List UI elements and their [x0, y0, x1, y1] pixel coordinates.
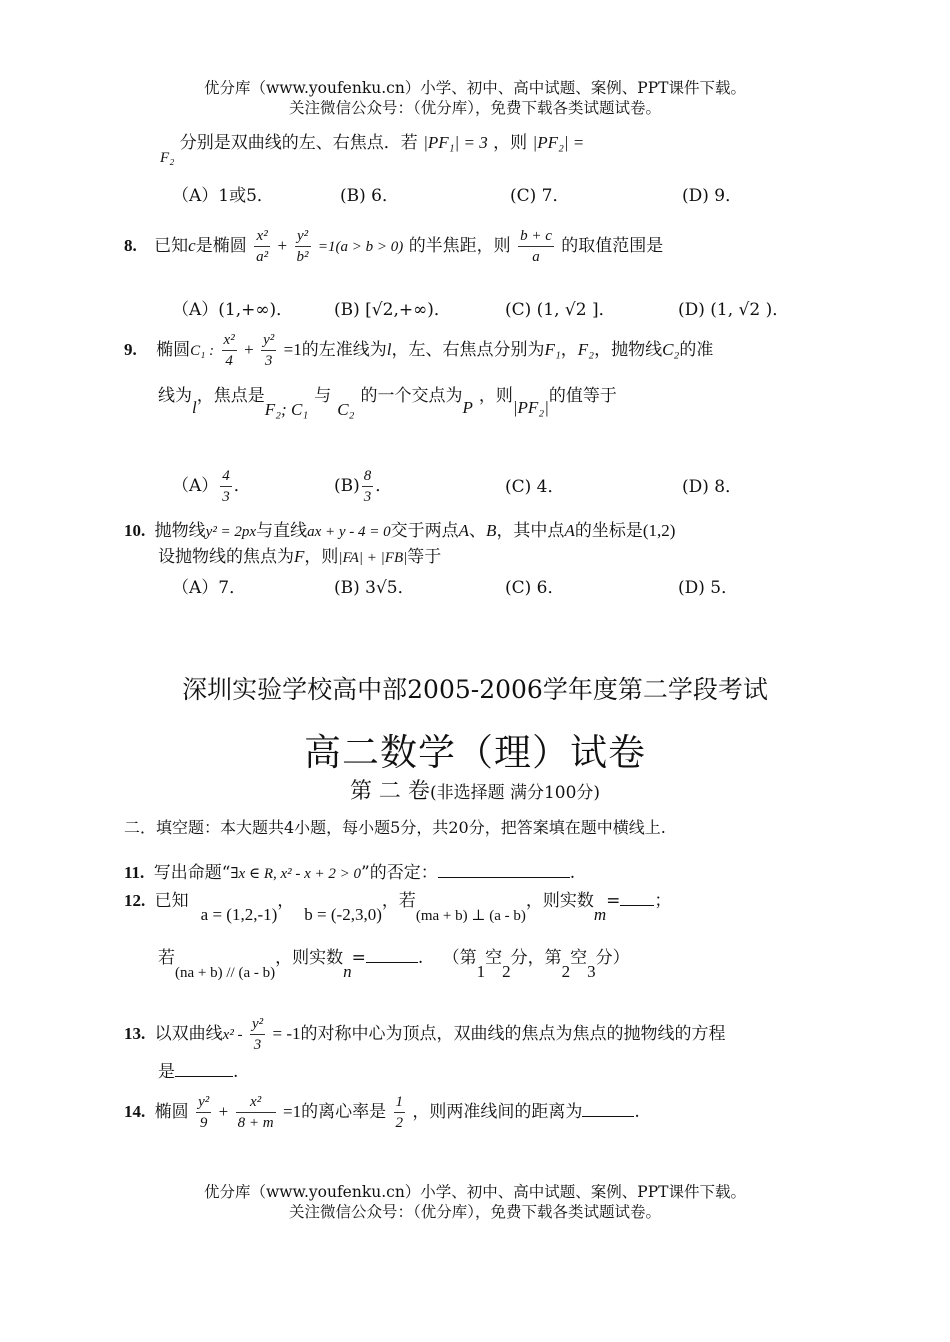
q8-option-d: (D) (1, √2 )． [678, 300, 790, 320]
header-line-2: 关注微信公众号：（优分库），免费下载各类试题试卷。 [288, 99, 661, 117]
q9-option-b: (B) $\frac{8}{3}$ ． [334, 468, 393, 505]
q10-option-c: (C) 6． [505, 578, 565, 598]
q7-option-c: (C) 7． [510, 186, 570, 206]
q9-stem-line-1: 9. 椭圆C₁ : $\frac{\text{x²}}{4}$ + $\frac{\text{y²}}{3}$ =1的左准线为l，左、右焦点分别为F₁，F₂，抛物线C₂的准 [124, 332, 714, 369]
q9-option-a: （A） $\frac{4}{3}$ ． [172, 468, 251, 505]
q12-line-2: 若(na + b) // (a - b)，则实数n= . （第1空2分，第2空3分） [158, 948, 630, 981]
q7-continuation: F₂ 分别是双曲线的左、右焦点．若 |PF₁| = 3 ，则 |PF₂| = [160, 133, 585, 166]
q10-option-b: (B) 3√5． [334, 578, 415, 598]
q9-option-c: (C) 4． [505, 477, 565, 497]
q10-option-d: (D) 5． [678, 578, 739, 598]
q7-option-b: (B) 6． [340, 186, 399, 206]
footer-line-2: 关注微信公众号：（优分库），免费下载各类试题试卷。 [288, 1203, 661, 1221]
school-title: 深圳实验学校高中部2005-2006学年度第二学段考试 [182, 675, 768, 704]
section-2-instructions: 二．填空题：本大题共4小题，每小题5分，共20分，把答案填在题中横线上. [124, 818, 666, 837]
q10-stem-line-1: 10. 抛物线y² = 2px与直线ax + y - 4 = 0交于两点A、B，其中点A的坐标是(1,2) [124, 521, 676, 541]
q14: 14. 椭圆 $\frac{\text{y²}}{9}$ + $\frac{\text{x²}}{8 + m}$ =1的离心率是 $\frac{1}{2}$ ，则两准线间的距离为 . [124, 1094, 640, 1131]
q13-line-1: 13. 以双曲线x² - $\frac{\text{y²}}{3}$ = -1的对称中心为顶点，双曲线的焦点为焦点的抛物线的方程 [124, 1016, 726, 1053]
q14-answer-blank[interactable] [582, 1100, 634, 1117]
q8-option-c: (C) (1, √2 ]． [505, 300, 616, 320]
header-line-1: 优分库（www.youfenku.cn）小学、初中、高中试题、案例、PPT课件下载。 [203, 79, 747, 97]
q13-answer-blank[interactable] [175, 1060, 233, 1077]
q12-n-blank[interactable] [366, 946, 418, 963]
subject-title: 高二数学（理）试卷 [304, 731, 646, 774]
part-title: 第 二 卷(非选择题 满分100分) [349, 779, 601, 804]
q7-option-a: （A）1或5． [172, 186, 274, 206]
q8-option-a: （A）(1,+∞)． [172, 300, 294, 320]
q13-line-2: 是 . [158, 1062, 239, 1082]
q10-option-a: （A）7． [172, 578, 247, 598]
q12-line-1: 12. 已知a = (1,2,-1)，b = (-2,3,0)，若(ma + b) ⊥ (a - b)，则实数m= ； [124, 891, 672, 924]
q11-answer-blank[interactable] [438, 861, 570, 878]
q9-stem-line-2: 线为l，焦点是F₂; C₁与C₂的一个交点为P，则|PF₂|的值等于 [158, 386, 617, 419]
footer-line-1: 优分库（www.youfenku.cn）小学、初中、高中试题、案例、PPT课件下载。 [203, 1183, 747, 1201]
q9-option-d: (D) 8． [682, 477, 743, 497]
q8-option-b: (B) [√2,+∞)． [334, 300, 451, 320]
q11: 11. 写出命题“∃x ∈ R, x² - x + 2 > 0”的否定： . [124, 863, 576, 883]
q8-stem: 8. 已知c是椭圆 $\frac{\text{x²}}{\text{a²}}$ + $\frac{\text{y²}}{\text{b²}}$ =1(a > b > 0) 的半焦距，则 $\frac{b + c}{a}$ 的取值范围是 [124, 228, 664, 265]
q12-m-blank[interactable] [620, 889, 654, 906]
q10-stem-line-2: 设抛物线的焦点为F，则|FA| + |FB|等于 [158, 547, 442, 567]
q7-option-d: (D) 9． [682, 186, 743, 206]
